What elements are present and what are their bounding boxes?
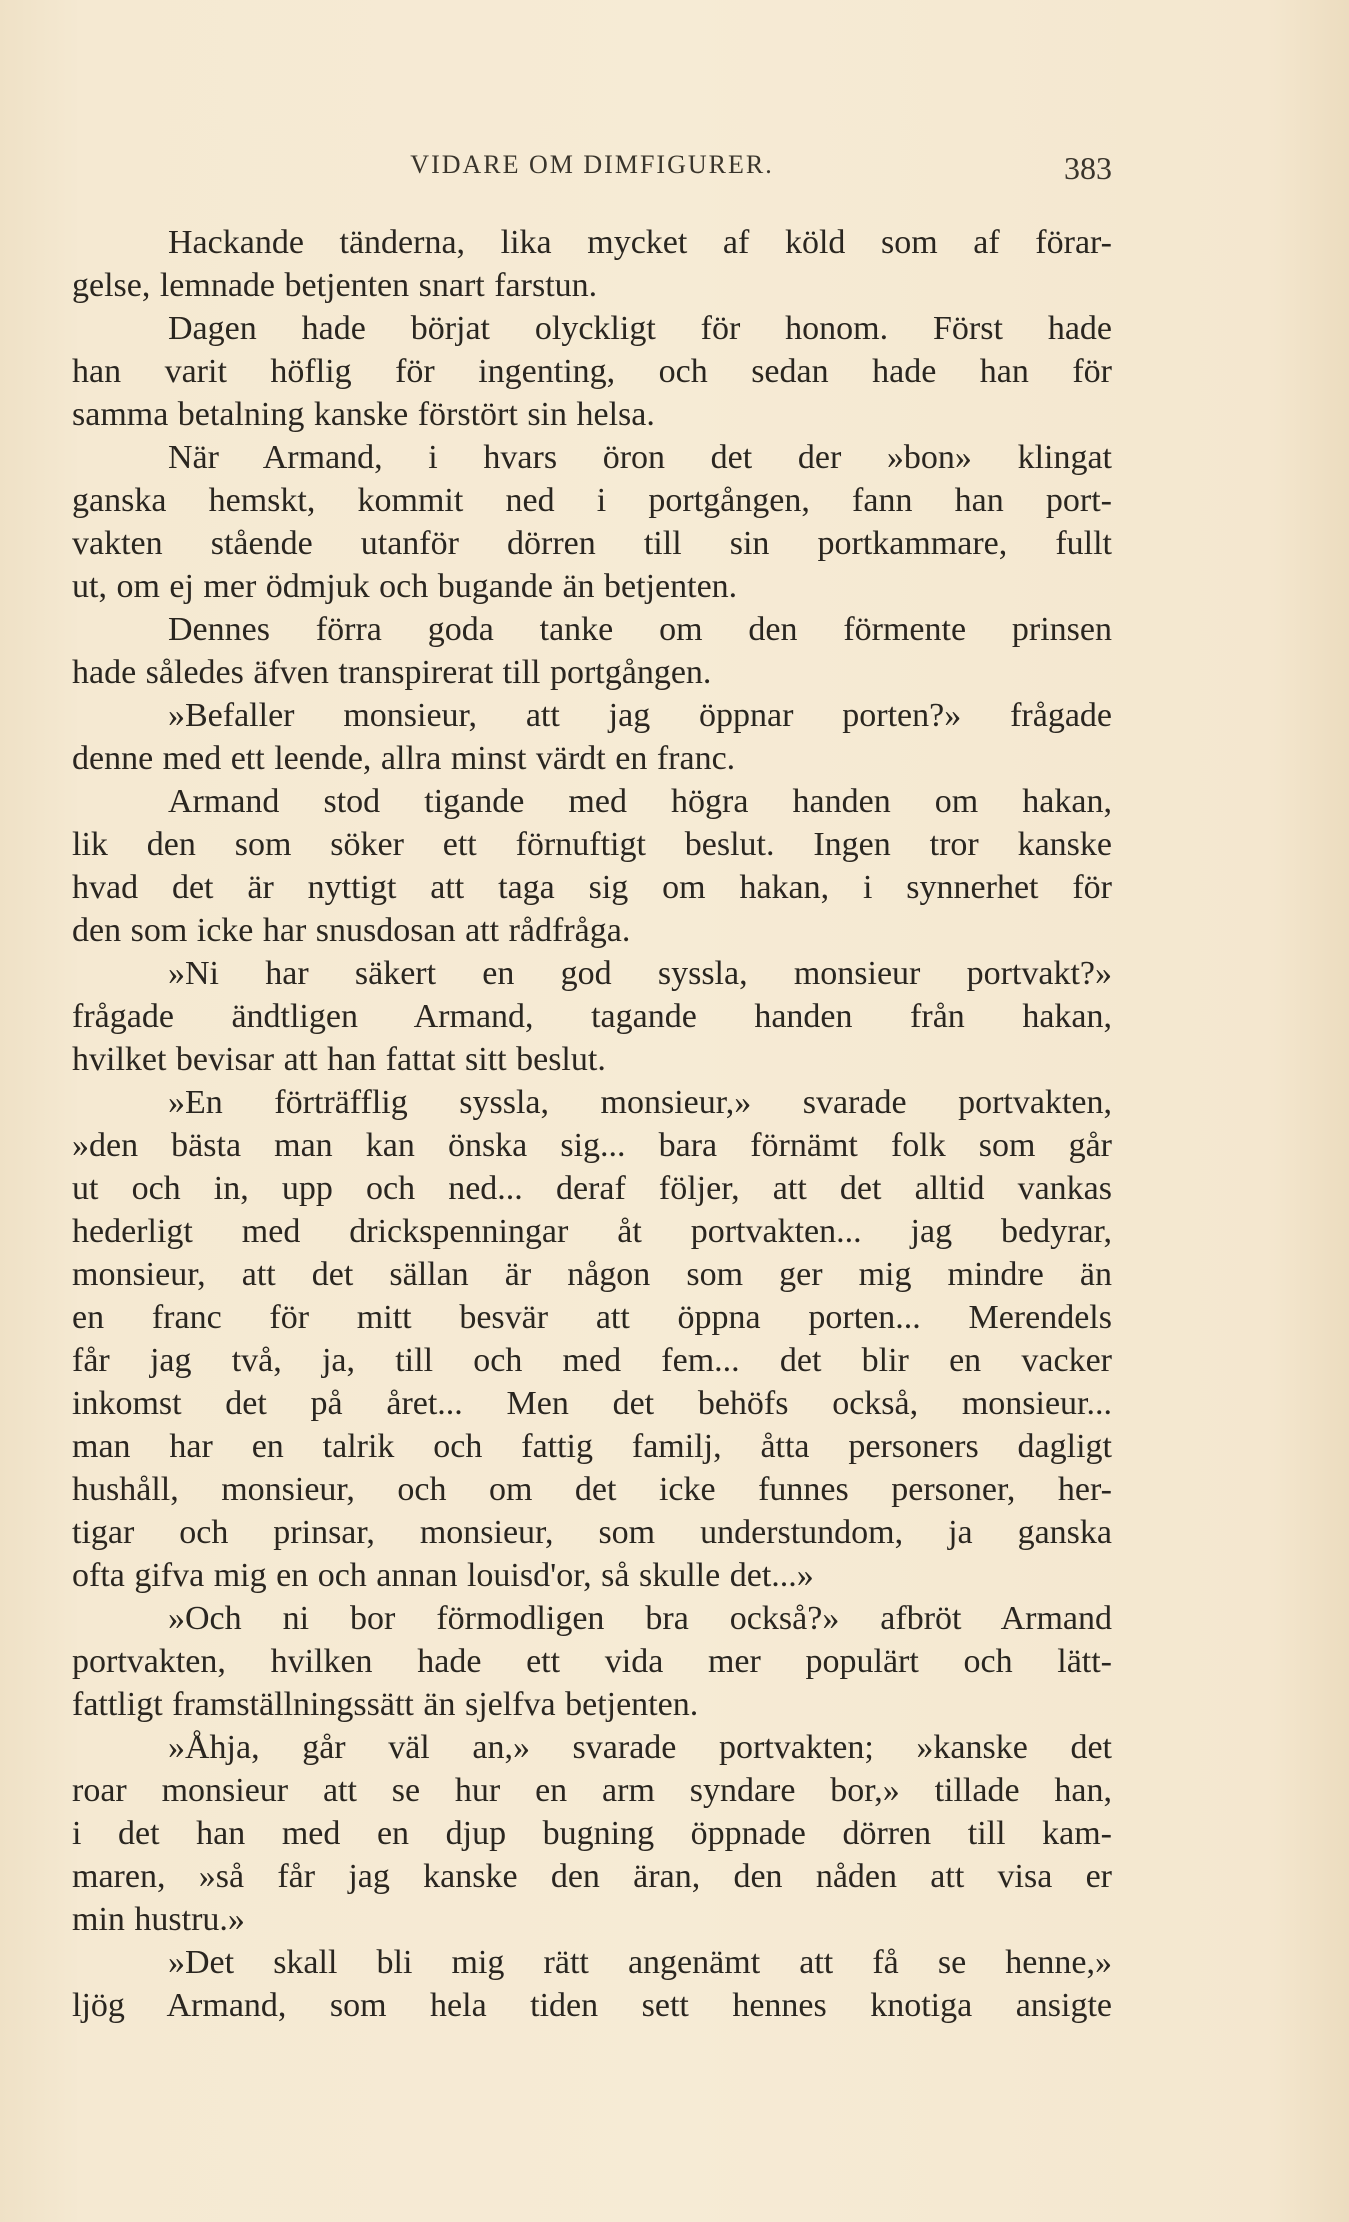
text-line: Hackande tänderna, lika mycket af köld som af förar- [168, 224, 1112, 261]
text-line: man har en talrik och fattig familj, åtta personers dagligt [72, 1428, 1112, 1465]
text-line: den som icke har snusdosan att rådfråga. [72, 912, 631, 949]
text-line: ut och in, upp och ned... deraf följer, att det alltid vankas [72, 1170, 1112, 1207]
text-line: frågade ändtligen Armand, tagande handen från hakan, [72, 998, 1112, 1035]
text-line: ofta gifva mig en och annan louisd'or, så skulle det...» [72, 1557, 814, 1594]
text-line: ljög Armand, som hela tiden sett hennes knotiga ansigte [72, 1987, 1112, 2024]
text-line: gelse, lemnade betjenten snart farstun. [72, 267, 598, 304]
text-line: »Ni har säkert en god syssla, monsieur portvakt?» [168, 955, 1112, 992]
text-line: »Befaller monsieur, att jag öppnar porten?» frågade [168, 697, 1112, 734]
text-line: »Åhja, går väl an,» svarade portvakten; »kanske det [168, 1729, 1112, 1766]
page-number: 383 [1064, 150, 1112, 186]
text-line: vakten stående utanför dörren till sin portkammare, fullt [72, 525, 1112, 562]
text-line: en franc för mitt besvär att öppna porten... Merendels [72, 1299, 1112, 1336]
text-line: hushåll, monsieur, och om det icke funnes personer, her- [72, 1471, 1112, 1508]
text-line: inkomst det på året... Men det behöfs också, monsieur... [72, 1385, 1112, 1422]
text-line: »En förträfflig syssla, monsieur,» svarade portvakten, [168, 1084, 1112, 1121]
text-line: i det han med en djup bugning öppnade dörren till kam- [72, 1815, 1112, 1852]
text-line: hvad det är nyttigt att taga sig om hakan, i synnerhet för [72, 869, 1112, 906]
text-line: hederligt med drickspenningar åt portvakten... jag bedyrar, [72, 1213, 1112, 1250]
text-line: »Och ni bor förmodligen bra också?» afbröt Armand [168, 1600, 1112, 1637]
text-line: »Det skall bli mig rätt angenämt att få se henne,» [168, 1944, 1112, 1981]
text-line: portvakten, hvilken hade ett vida mer populärt och lätt- [72, 1643, 1112, 1680]
text-line: monsieur, att det sällan är någon som ger mig mindre än [72, 1256, 1112, 1293]
text-line: får jag två, ja, till och med fem... det blir en vacker [72, 1342, 1112, 1379]
text-line: han varit höflig för ingenting, och sedan hade han för [72, 353, 1112, 390]
text-line: hade således äfven transpirerat till portgången. [72, 654, 712, 691]
text-line: hvilket bevisar att han fattat sitt beslut. [72, 1041, 606, 1078]
text-line: samma betalning kanske förstört sin helsa. [72, 396, 655, 433]
text-line: När Armand, i hvars öron det der »bon» klingat [168, 439, 1112, 476]
text-line: Dennes förra goda tanke om den förmente prinsen [168, 611, 1112, 648]
text-line: ganska hemskt, kommit ned i portgången, fann han port- [72, 482, 1112, 519]
running-header [72, 150, 1112, 190]
text-line: Armand stod tigande med högra handen om hakan, [168, 783, 1112, 820]
text-line: tigar och prinsar, monsieur, som understundom, ja ganska [72, 1514, 1112, 1551]
text-line: fattligt framställningssätt än sjelfva betjenten. [72, 1686, 699, 1723]
text-line: denne med ett leende, allra minst värdt en franc. [72, 740, 736, 777]
running-title: VIDARE OM DIMFIGURER. [410, 150, 774, 179]
text-line: Dagen hade börjat olyckligt för honom. Först hade [168, 310, 1112, 347]
text-line: ut, om ej mer ödmjuk och bugande än betjenten. [72, 568, 738, 605]
text-line: maren, »så får jag kanske den äran, den nåden att visa er [72, 1858, 1112, 1895]
text-line: »den bästa man kan önska sig... bara förnämt folk som går [72, 1127, 1112, 1164]
text-line: roar monsieur att se hur en arm syndare bor,» tillade han, [72, 1772, 1112, 1809]
text-line: min hustru.» [72, 1901, 245, 1938]
text-line: lik den som söker ett förnuftigt beslut. Ingen tror kanske [72, 826, 1112, 863]
body-text [72, 221, 1112, 2027]
